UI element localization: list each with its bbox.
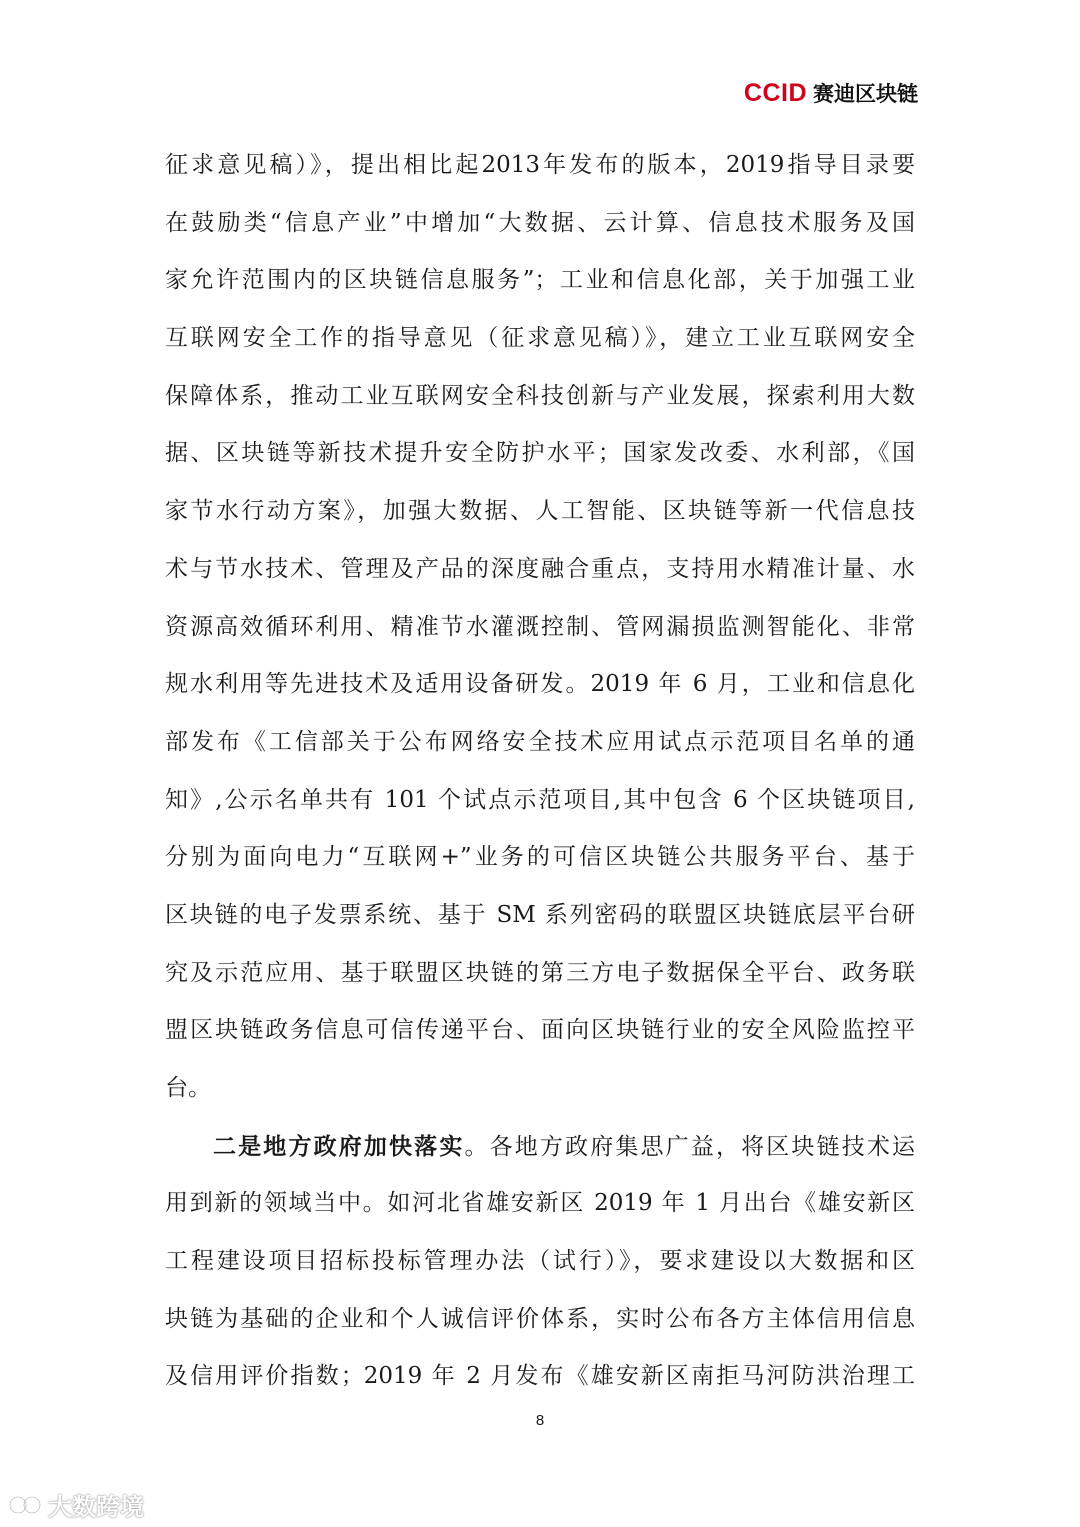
body-line: 据、区块链等新技术提升安全防护水平；国家发改委、水利部，《国 xyxy=(165,440,915,467)
body-line: 互联网安全工作的指导意见（征求意见稿）》，建立工业互联网安全 xyxy=(165,325,915,352)
body-line: 用到新的领域当中。如河北省雄安新区 2019 年 1 月出台《雄安新区 xyxy=(165,1190,915,1217)
watermark-text: 大数跨境 xyxy=(48,1493,144,1521)
body-line: 分别为面向电力“互联网+”业务的可信区块链公共服务平台、基于 xyxy=(165,844,915,871)
body-line: 家允许范围内的区块链信息服务”；工业和信息化部，关于加强工业 xyxy=(165,267,915,294)
body-line: 在鼓励类“信息产业”中增加“大数据、云计算、信息技术服务及国 xyxy=(165,209,915,236)
ccid-logo: CCID xyxy=(743,79,807,107)
document-header xyxy=(744,78,918,108)
body-line: 资源高效循环利用、精准节水灌溉控制、管网漏损监测智能化、非常 xyxy=(165,613,915,640)
body-line: 及信用评价指数；2019 年 2 月发布《雄安新区南拒马河防洪治理工 xyxy=(165,1363,915,1390)
body-line: 台。 xyxy=(165,1075,211,1101)
body-line: 术与节水技术、管理及产品的深度融合重点，支持用水精准计量、水 xyxy=(165,555,915,582)
body-line: 工程建设项目招标投标管理办法（试行）》，要求建设以大数据和区 xyxy=(165,1248,915,1275)
body-line: 部发布《工信部关于公布网络安全技术应用试点示范项目名单的通 xyxy=(165,728,915,755)
body-line: 保障体系，推动工业互联网安全科技创新与产业发展，探索利用大数 xyxy=(165,382,915,409)
body-line: 家节水行动方案》，加强大数据、人工智能、区块链等新一代信息技 xyxy=(165,498,915,525)
body-line: 块链为基础的企业和个人诚信评价体系，实时公布各方主体信用信息 xyxy=(165,1305,915,1332)
watermark-logo-icon xyxy=(8,1492,42,1518)
document-body xyxy=(165,137,915,1406)
body-line: 知》,公示名单共有 101 个试点示范项目,其中包含 6 个区块链项目, xyxy=(165,786,915,813)
paragraph-2-first-line-text: 。各地方政府集思广益，将区块链技术运 xyxy=(464,1133,915,1160)
ccid-logo-name: 赛迪区块链 xyxy=(813,82,918,106)
body-line: 究及示范应用、基于联盟区块链的第三方电子数据保全平台、政务联 xyxy=(165,959,915,986)
page-number: 8 xyxy=(535,1412,545,1429)
body-line: 征求意见稿）》，提出相比起2013年发布的版本，2019指导目录要 xyxy=(165,152,915,178)
body-line: 盟区块链政务信息可信传递平台、面向区块链行业的安全风险监控平 xyxy=(165,1017,915,1044)
paragraph-2-first-line xyxy=(165,1118,915,1176)
paragraph-2-bold-lead: 二是地方政府加快落实 xyxy=(213,1132,465,1160)
body-line: 区块链的电子发票系统、基于 SM 系列密码的联盟区块链底层平台研 xyxy=(165,901,915,928)
body-line: 规水利用等先进技术及适用设备研发。2019 年 6 月，工业和信息化 xyxy=(165,671,915,698)
watermark xyxy=(8,1487,144,1522)
